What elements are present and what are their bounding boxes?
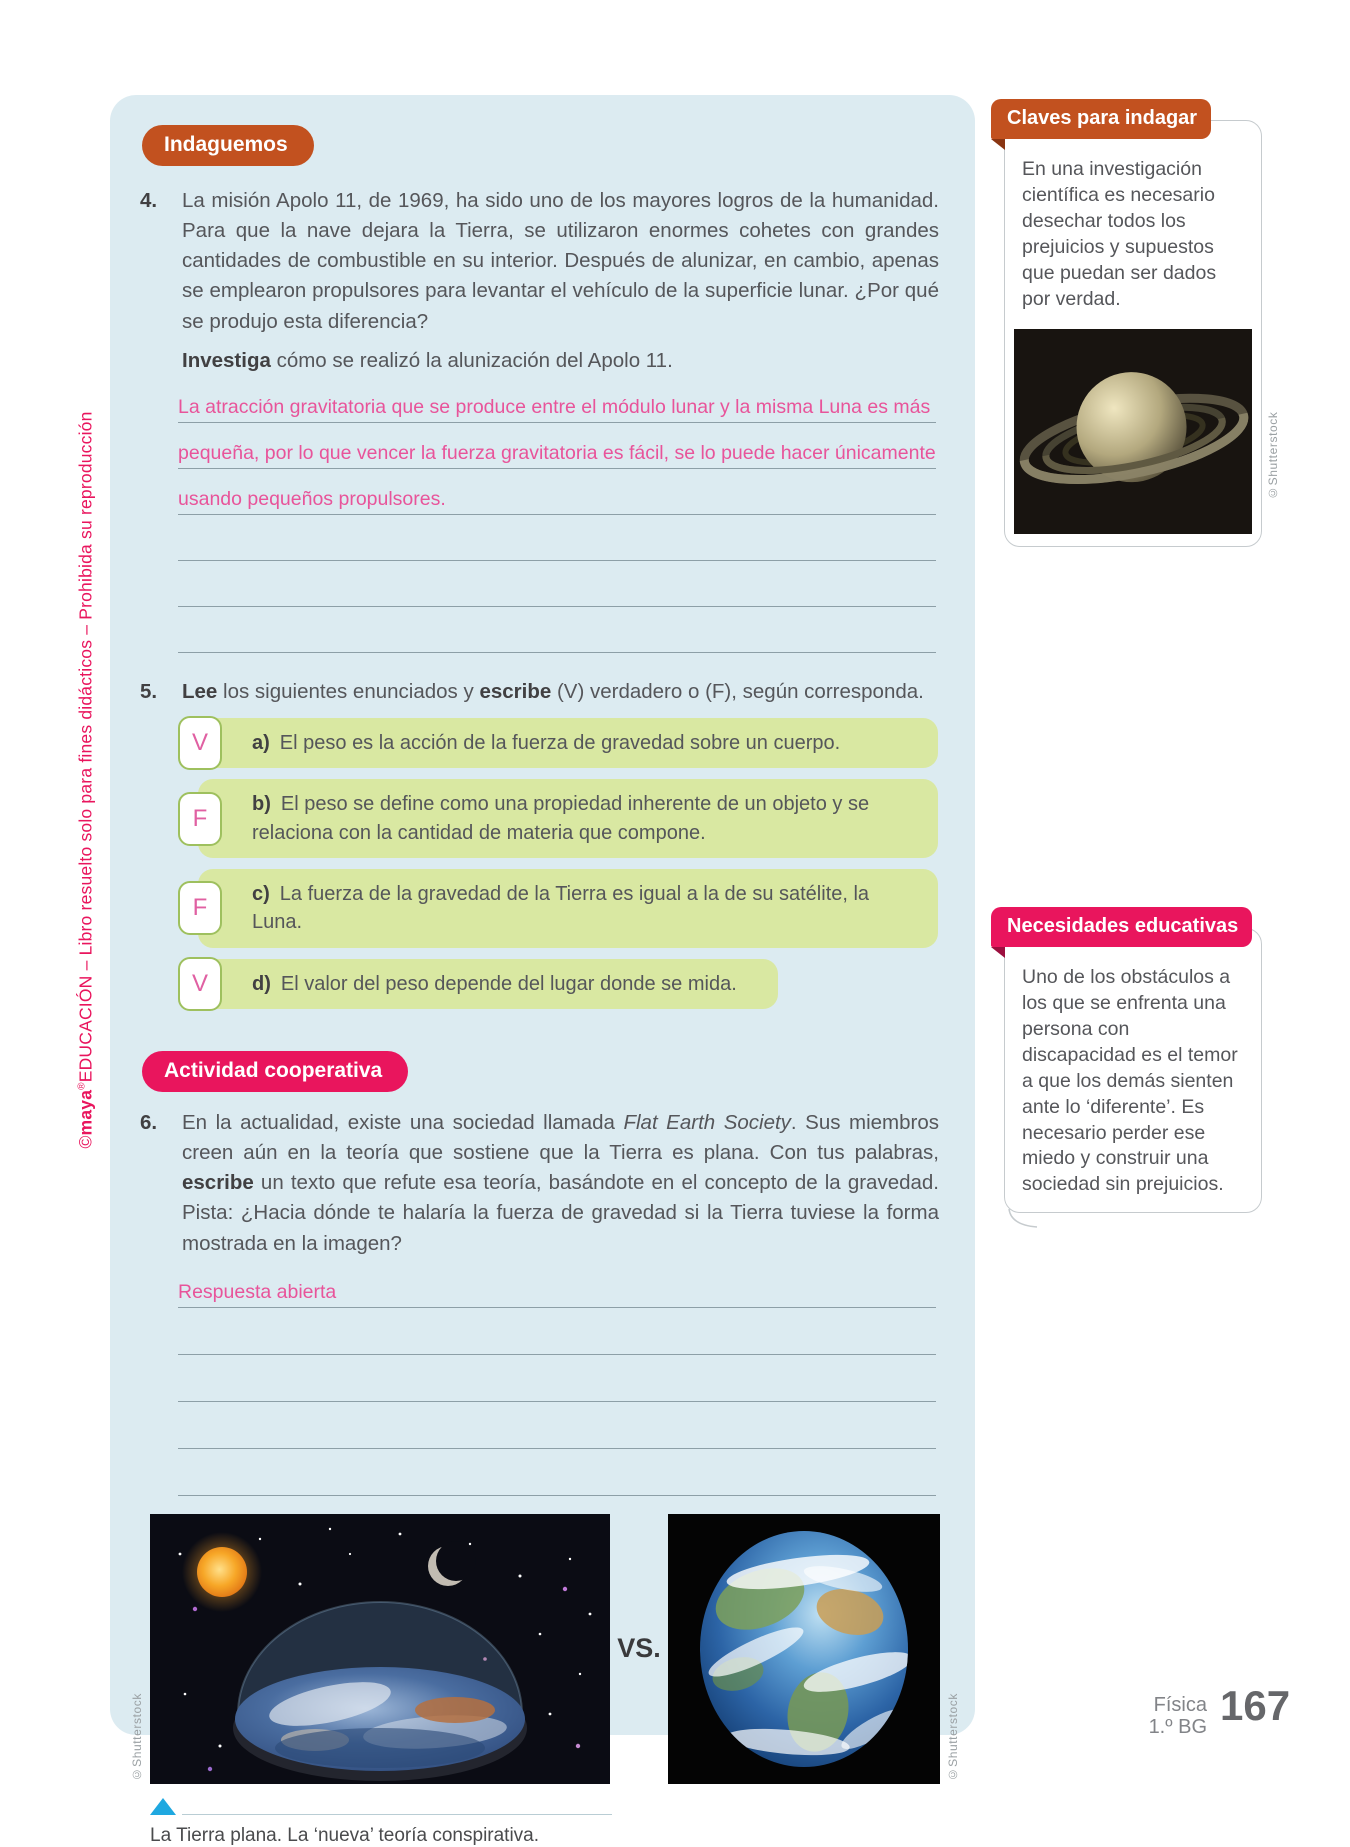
item-letter: b) (252, 793, 271, 816)
section-badge-cooperativa: Actividad cooperativa (142, 1051, 408, 1092)
investiga-instruction (182, 349, 939, 373)
necesidades-educativas-box (1004, 915, 1262, 1213)
statement-text: El valor del peso depende del lugar donde se mida. (280, 972, 737, 995)
necesidades-badge (991, 907, 1252, 947)
vf-answer-box[interactable]: V (178, 957, 222, 1011)
escribe-keyword: escribe (479, 679, 552, 703)
footer-subject: Física (1153, 1694, 1207, 1716)
shutterstock-credit: ©Shutterstock (946, 1693, 960, 1782)
box-tail-curve (1007, 1209, 1047, 1231)
versus-label: VS. (617, 1633, 661, 1664)
tf-item-d (178, 959, 938, 1009)
copyright-symbol: © (75, 1135, 96, 1149)
answer-line[interactable] (178, 1402, 936, 1449)
vertical-copyright-note (76, 411, 97, 1148)
statement-highlight (198, 959, 778, 1009)
question-6 (140, 1108, 939, 1259)
answer-line[interactable]: pequeña, por lo que vencer la fuerza gravitatoria es fácil, se lo puede hacer únicamente (178, 423, 936, 469)
answer-line[interactable] (178, 515, 936, 561)
question-5 (140, 677, 939, 707)
shutterstock-credit: ©Shutterstock (130, 1693, 144, 1782)
true-false-list (178, 718, 938, 1009)
caption-rule (150, 1798, 939, 1815)
footer-grade: 1.º BG (1148, 1716, 1207, 1739)
necesidades-text: Uno de los obstáculos a los que se enfrenta una persona con discapacidad es el temor a que los demás sienten ante lo ‘diferente’. Es necesario perder ese miedo y construir una sociedad sin prejuicios. (1022, 966, 1238, 1196)
question-text: . Sus miembros creen aún en la teoría que sostiene que la Tierra es plana. Con tus palabras, (182, 1111, 939, 1165)
statement-text: El peso se define como una propiedad inherente de un objeto y se relaciona con la cantidad de materia que compone. (252, 793, 870, 844)
claves-title: Claves para indagar (1007, 107, 1198, 129)
investiga-text: cómo se realizó la alunización del Apolo 11. (270, 348, 673, 372)
flat-earth-society-italic: Flat Earth Society (623, 1111, 791, 1135)
page-number: 167 (1220, 1682, 1291, 1729)
question-number: 4. (140, 189, 158, 212)
answer-line[interactable] (178, 1308, 936, 1355)
saturn-image (1014, 329, 1252, 534)
badge-fold (991, 947, 1005, 958)
claves-text: En una investigación científica es necesario desechar todos los prejuicios y supuestos que puedan ser dados por verdad. (1022, 158, 1217, 310)
comparison-images-row (130, 1514, 960, 1784)
statement-highlight (198, 869, 938, 948)
vf-answer-box[interactable]: V (178, 716, 222, 770)
question-number: 5. (140, 679, 158, 703)
answer-line[interactable] (178, 561, 936, 607)
copyright-text: EDUCACIÓN – Libro resuelto solo para fines didácticos – Prohibida su reproducción (75, 411, 96, 1083)
escribe-keyword: escribe (182, 1171, 254, 1195)
statement-text: El peso es la acción de la fuerza de gravedad sobre un cuerpo. (279, 731, 841, 754)
answer-line[interactable]: Respuesta abierta (178, 1261, 936, 1308)
lee-keyword: Lee (182, 679, 218, 703)
claves-badge (991, 99, 1211, 139)
question-number: 6. (140, 1111, 158, 1135)
investiga-keyword: Investiga (182, 348, 271, 372)
image-caption: La Tierra plana. La ‘nueva’ teoría conspirativa. (150, 1824, 540, 1846)
answer-line[interactable]: usando pequeños propulsores. (178, 469, 936, 515)
lead-text: (V) verdadero o (F), según corresponda. (551, 679, 924, 703)
section-badge-indaguemos: Indaguemos (142, 125, 314, 166)
answer-line[interactable] (178, 1355, 936, 1402)
tf-item-c (178, 869, 938, 948)
main-activity-panel (110, 95, 975, 1846)
answer-line[interactable]: La atracción gravitatoria que se produce entre el módulo lunar y la misma Luna es más (178, 377, 936, 423)
footer-course-label (1080, 1694, 1207, 1739)
q6-answer-area (178, 1261, 936, 1496)
caption-triangle-icon (150, 1798, 176, 1815)
flat-earth-image (150, 1514, 610, 1784)
brand-name: maya (75, 1089, 96, 1136)
item-letter: a) (252, 731, 270, 754)
q4-answer-area (178, 377, 936, 653)
tf-item-b (178, 779, 938, 858)
question-4 (140, 186, 939, 337)
statement-highlight (198, 779, 938, 858)
statement-text: La fuerza de la gravedad de la Tierra es igual a la de su satélite, la Luna. (252, 882, 870, 934)
badge-fold (991, 139, 1005, 150)
answer-line[interactable] (178, 1449, 936, 1496)
tf-item-a (178, 718, 938, 768)
item-letter: c) (252, 882, 270, 905)
registered-mark: ® (76, 1082, 88, 1090)
lead-text: los siguientes enunciados y (217, 679, 480, 703)
claves-para-indagar-box (1004, 107, 1262, 547)
caption-line (182, 1814, 612, 1815)
item-letter: d) (252, 972, 271, 995)
vf-answer-box[interactable]: F (178, 881, 222, 935)
necesidades-title: Necesidades educativas (1007, 915, 1239, 937)
vf-answer-box[interactable]: F (178, 792, 222, 846)
question-text: En la actualidad, existe una sociedad llamada (182, 1111, 624, 1135)
question-text: La misión Apolo 11, de 1969, ha sido uno de los mayores logros de la humanidad. Para que la nave dejara la Tierra, se utilizaron enormes cohetes con grandes cantidades de combustible en su interior. Después de alunizar, en cambio, apenas se emplearon propulsores para levantar el vehículo de la superficie lunar. ¿Por qué se produjo esta diferencia? (182, 189, 939, 333)
round-earth-image (668, 1514, 940, 1784)
answer-line[interactable] (178, 607, 936, 653)
question-text: un texto que refute esa teoría, basándote en el concepto de la gravedad. Pista: ¿Hacia dónde te halaría la fuerza de gravedad si la Tierra tuviese la forma mostrada en la imagen? (182, 1171, 939, 1255)
shutterstock-credit: ©Shutterstock (1266, 411, 1280, 500)
statement-highlight (198, 718, 938, 768)
